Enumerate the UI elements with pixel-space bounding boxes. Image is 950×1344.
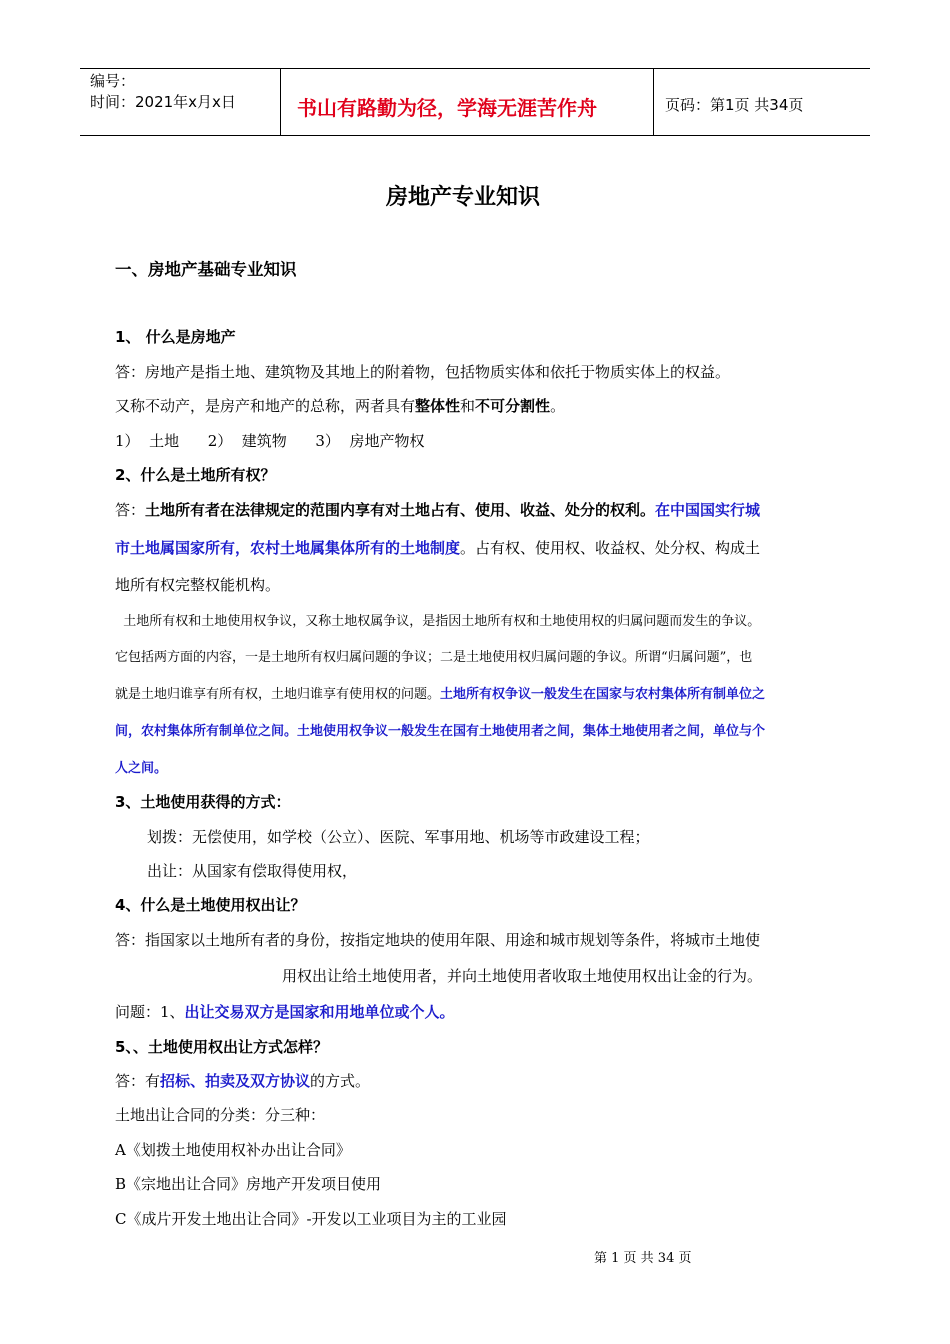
- q5-contract-b: B《宗地出让合同》房地产开发项目使用: [115, 1175, 382, 1193]
- q2-note-line2: 它包括两方面的内容，一是土地所有权归属问题的争议；二是土地使用权归属问题的争议。所谓“归属问题”，也: [115, 650, 753, 665]
- q4-question: [115, 1001, 455, 1022]
- q3-heading: 3、土地使用获得的方式：: [115, 793, 291, 811]
- q1-heading: 1、 什么是房地产: [115, 328, 236, 346]
- q2-line2-text: 。占有权、使用权、收益权、处分权、构成土: [460, 539, 761, 557]
- q2-highlight-start: 在中国国实行城: [655, 501, 761, 519]
- document-title: 房地产专业知识: [386, 185, 541, 210]
- q2-note-text: 就是土地归谁享有所有权，土地归谁享有使用权的问题。: [115, 687, 441, 702]
- q2-definition: 土地所有者在法律规定的范围内享有对土地占有、使用、收益、处分的权利。: [145, 501, 656, 519]
- q3-transfer: 出让：从国家有偿取得使用权，: [147, 862, 358, 880]
- q1-emphasis-inseparable: 不可分割性: [475, 397, 551, 415]
- time-label: 时间：2021年x月x日: [90, 93, 236, 111]
- q5-answer-prefix: 答：有: [115, 1072, 161, 1090]
- q4-question-highlight: 出让交易双方是国家和用地单位或个人。: [184, 1003, 455, 1021]
- q1-line2-text: 又称不动产，是房产和地产的总称，两者具有: [115, 397, 416, 415]
- q2-line1: [115, 499, 760, 520]
- serial-label: 编号：: [90, 72, 136, 90]
- q2-note-highlight-end: 人之间。: [115, 761, 168, 776]
- q5-answer-highlight: 招标、拍卖及双方协议: [160, 1072, 311, 1090]
- q2-highlight-end: 市土地属国家所有，农村土地属集体所有的土地制度: [115, 539, 461, 557]
- header-divider-left: [280, 68, 281, 136]
- section-heading: 一、房地产基础专业知识: [115, 260, 297, 279]
- q4-heading: 4、什么是土地使用权出让？: [115, 896, 306, 914]
- q5-answer-suffix: 的方式。: [310, 1072, 371, 1090]
- q1-answer-line2: [115, 395, 565, 416]
- q1-emphasis-integrity: 整体性: [415, 397, 461, 415]
- page-footer: 第 1 页 共 34 页: [594, 1251, 692, 1266]
- q1-line2-end: 。: [550, 397, 566, 415]
- q2-heading: 2、什么是土地所有权？: [115, 466, 276, 484]
- q5-contract-c: C《成片开发土地出让合同》-开发以工业项目为主的工业园: [115, 1210, 507, 1228]
- q2-answer-prefix: 答：: [115, 501, 146, 519]
- q2-note-highlight-start: 土地所有权争议一般发生在国家与农村集体所有制单位之: [440, 687, 766, 702]
- header-motto: 书山有路勤为径，学海无涯苦作舟: [297, 96, 597, 120]
- q1-answer-line1: 答：房地产是指土地、建筑物及其地上的附着物，包括物质实体和依托于物质实体上的权益。: [115, 363, 731, 381]
- q2-note-line3: [115, 683, 765, 702]
- q5-heading: 5、、土地使用权出让方式怎样？: [115, 1038, 328, 1056]
- q4-answer-line2: 用权出让给土地使用者，并向土地使用者收取土地使用权出让金的行为。: [282, 967, 763, 985]
- header-divider-right: [653, 68, 654, 136]
- q1-items: 1） 土地 2） 建筑物 3） 房地产物权: [115, 432, 425, 450]
- q5-answer: [115, 1070, 370, 1091]
- q2-note-line1: 土地所有权和土地使用权争议，又称土地权属争议，是指因土地所有权和土地使用权的归属问题而发生的争议。: [115, 614, 761, 629]
- q3-allocation: 划拨：无偿使用，如学校（公立）、医院、军事用地、机场等市政建设工程；: [147, 828, 650, 846]
- q4-question-prefix: 问题：1、: [115, 1003, 185, 1021]
- q5-contract-intro: 土地出让合同的分类：分三种：: [115, 1106, 326, 1124]
- q4-answer-line1: 答：指国家以土地所有者的身份，按指定地块的使用年限、用途和城市规划等条件，将城市土地使: [115, 931, 761, 949]
- q2-note-highlight-mid: 间，农村集体所有制单位之间。土地使用权争议一般发生在国有土地使用者之间，集体土地使用者之间，单位与个: [115, 724, 766, 739]
- q2-line3: 地所有权完整权能机构。: [115, 576, 281, 594]
- header-top-rule: [80, 68, 870, 69]
- header-bottom-rule: [80, 135, 870, 136]
- header-page-info: 页码：第1页 共34页: [665, 96, 804, 114]
- q1-line2-and: 和: [460, 397, 476, 415]
- q2-line2: [115, 537, 760, 558]
- q5-contract-a: A《划拨土地使用权补办出让合同》: [115, 1141, 351, 1159]
